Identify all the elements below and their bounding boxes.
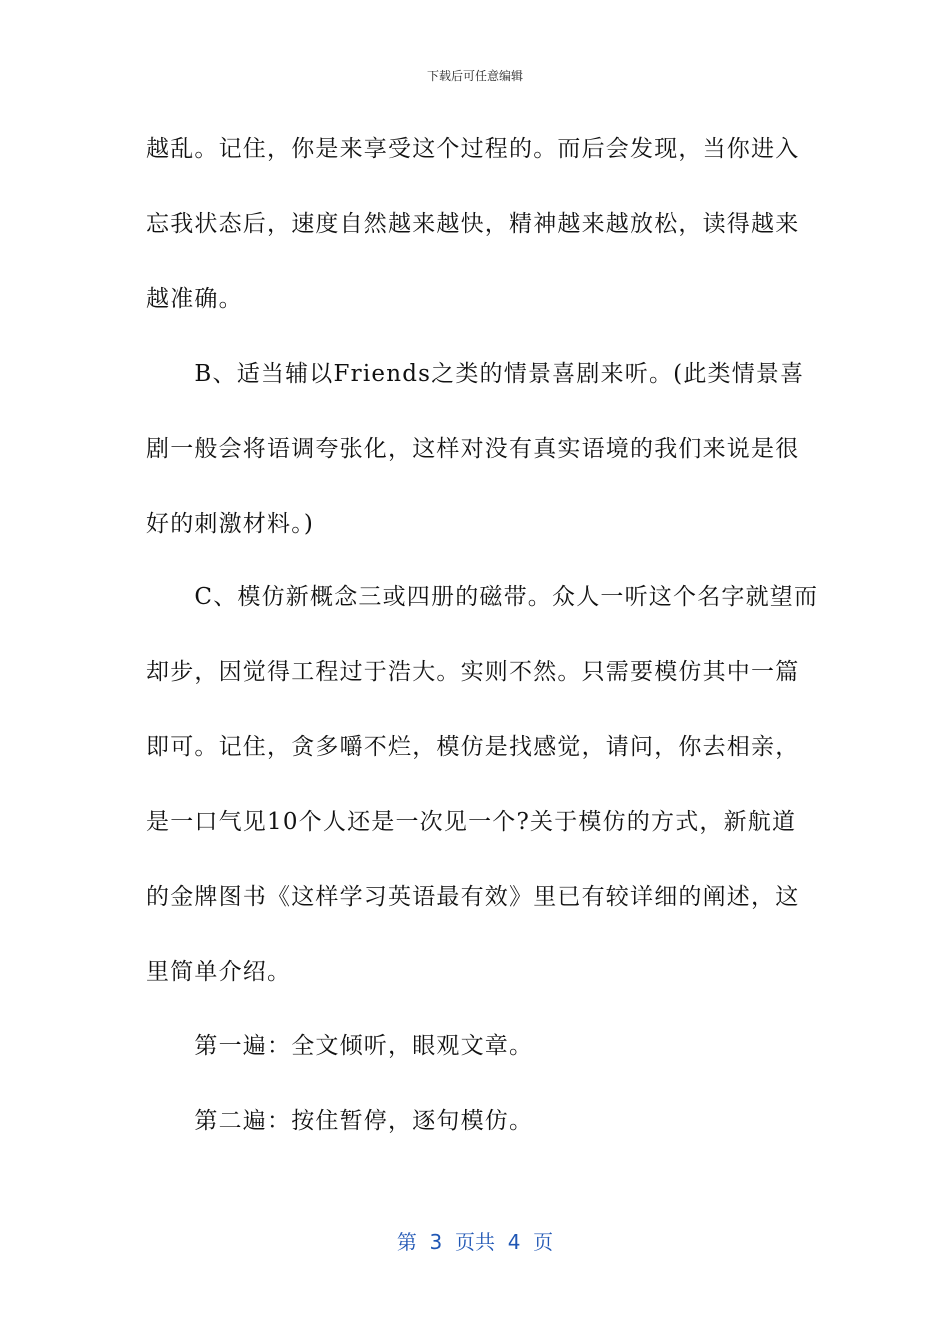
text-line-8: 却步，因觉得工程过于浩大。实则不然。只需要模仿其中一篇 bbox=[146, 659, 800, 685]
page-number-footer bbox=[0, 1226, 950, 1255]
text-line-14: 第二遍：按住暂停，逐句模仿。 bbox=[146, 1108, 534, 1134]
text-line-7: C、模仿新概念三或四册的磁带。众人一听这个名字就望而 bbox=[146, 584, 819, 610]
text-line-12: 里简单介绍。 bbox=[146, 959, 292, 985]
text-line-10: 是一口气见10个人还是一次见一个?关于模仿的方式，新航道 bbox=[146, 809, 797, 835]
text-line-3: 越准确。 bbox=[146, 286, 243, 312]
text-line-4: B、适当辅以Friends之类的情景喜剧来听。(此类情景喜 bbox=[146, 361, 805, 387]
header-note: 下载后可任意编辑 bbox=[426, 69, 523, 83]
text-line-13: 第一遍：全文倾听，眼观文章。 bbox=[146, 1033, 534, 1059]
text-line-5: 剧一般会将语调夸张化，这样对没有真实语境的我们来说是很 bbox=[146, 436, 800, 462]
text-line-9: 即可。记住，贪多嚼不烂，模仿是找感觉，请问，你去相亲， bbox=[146, 734, 800, 760]
text-line-6: 好的刺激材料。) bbox=[146, 511, 315, 537]
text-line-11: 的金牌图书《这样学习英语最有效》里已有较详细的阐述，这 bbox=[146, 884, 800, 910]
text-line-1: 越乱。记住，你是来享受这个过程的。而后会发现，当你进入 bbox=[146, 136, 800, 162]
page-number-text: 第 3 页共 4 页 bbox=[396, 1230, 554, 1254]
text-line-2: 忘我状态后，速度自然越来越快，精神越来越放松，读得越来 bbox=[146, 211, 800, 237]
